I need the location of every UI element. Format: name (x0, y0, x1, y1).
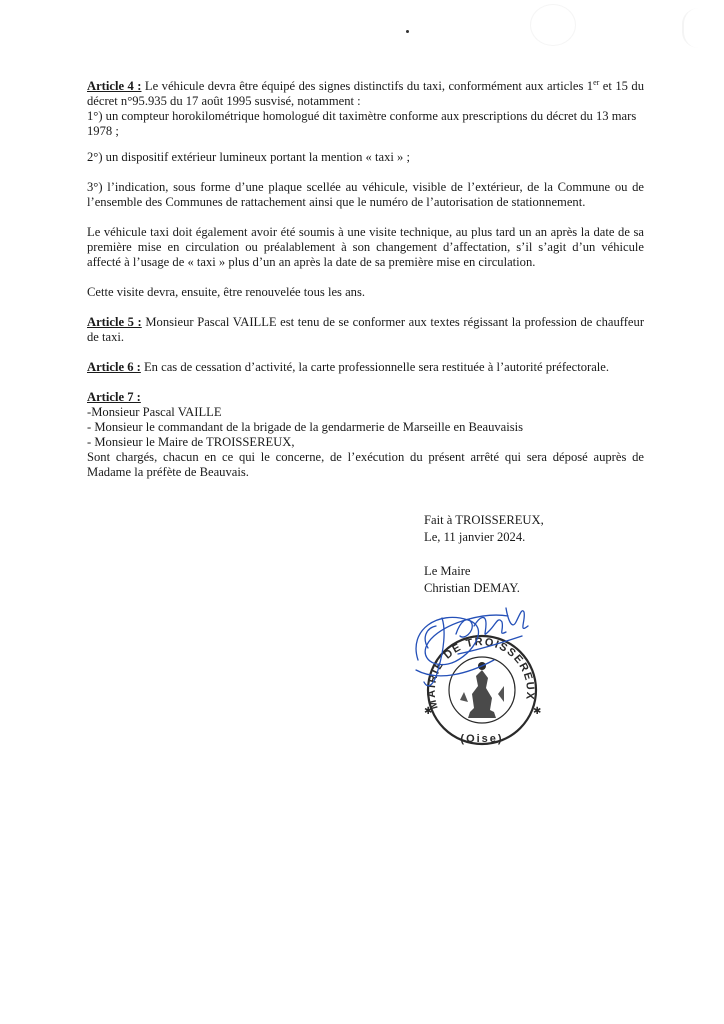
signature-name: Christian DEMAY. (424, 581, 520, 595)
article-4-visite: Le véhicule taxi doit également avoir été soumis à une visite technique, au plus tard un an après la date de sa première mise en circulation ou préalablement à son changement d’affectation, s’il s’agit d’un véhicule affecté à l’usage de « taxi » plus d’un an après la date de sa première mise en circulation. (87, 225, 644, 269)
article-6-paragraph: Article 6 : En cas de cessation d’activité, la carte professionnelle sera restituée à l’autorité préfectorale. (87, 360, 610, 374)
article-4-item-1: 1°) un compteur horokilométrique homologué dit taximètre conforme aux prescriptions du décret du 13 mars 1978 ; (87, 109, 637, 138)
article-7-label: Article 7 : (87, 390, 141, 404)
signature-block (424, 512, 624, 597)
bleed-through-header (350, 10, 550, 28)
article-5-label: Article 5 : (87, 315, 142, 329)
article-7-label-line (87, 390, 644, 405)
article-4-renouvellement: Cette visite devra, ensuite, être renouvelée tous les ans. (87, 285, 366, 299)
article-4-item-3: 3°) l’indication, sous forme d’une plaque scellée au véhicule, visible de l’extérieur, de la Commune ou de l’ensemble des Communes de rattachement ainsi que le numéro de l’autorisation de stationnement. (87, 180, 644, 209)
stamp-emblem (460, 662, 504, 718)
scan-speck (406, 30, 409, 33)
stamp-svg (398, 590, 558, 750)
article-7-line: - Monsieur le commandant de la brigade de la gendarmerie de Marseille en Beauvaisis (87, 420, 524, 434)
article-4-paragraph: Article 4 : Le véhicule devra être équipé des signes distinctifs du taxi, conformément aux articles 1er et 15 du décret n°95.935 du 17 août 1995 susvisé, notamment : (87, 77, 644, 108)
document-body (87, 79, 644, 480)
article-7-line: -Monsieur Pascal VAILLE (87, 405, 222, 419)
stamp-top-text: MAIRIE DE TROISSEREUX (425, 636, 537, 711)
article-4-item-2: 2°) un dispositif extérieur lumineux portant la mention « taxi » ; (87, 150, 410, 164)
article-7-line: - Monsieur le Maire de TROISSEREUX, (87, 435, 295, 449)
signature-title: Le Maire (424, 564, 471, 578)
bleed-through-emblem (530, 4, 576, 46)
signature-place: Fait à TROISSEREUX, (424, 513, 544, 527)
article-5-paragraph: Article 5 : Monsieur Pascal VAILLE est tenu de se conformer aux textes régissant la profession de chauffeur de taxi. (87, 315, 645, 344)
bleed-through-edge (682, 8, 724, 48)
article-6-label: Article 6 : (87, 360, 141, 374)
stamp-bottom-text: (Oise) (460, 733, 504, 745)
article-7-closing: Sont chargés, chacun en ce qui le concerne, de l’exécution du présent arrêté qui sera déposé auprès de Madame la préfète de Beauvais. (87, 450, 644, 479)
stamp-star: ✱ (424, 706, 433, 717)
stamp-star: ✱ (533, 706, 542, 717)
mairie-stamp (398, 590, 558, 750)
article-4-label: Article 4 : (87, 79, 142, 93)
signature-date: Le, 11 janvier 2024. (424, 530, 526, 544)
